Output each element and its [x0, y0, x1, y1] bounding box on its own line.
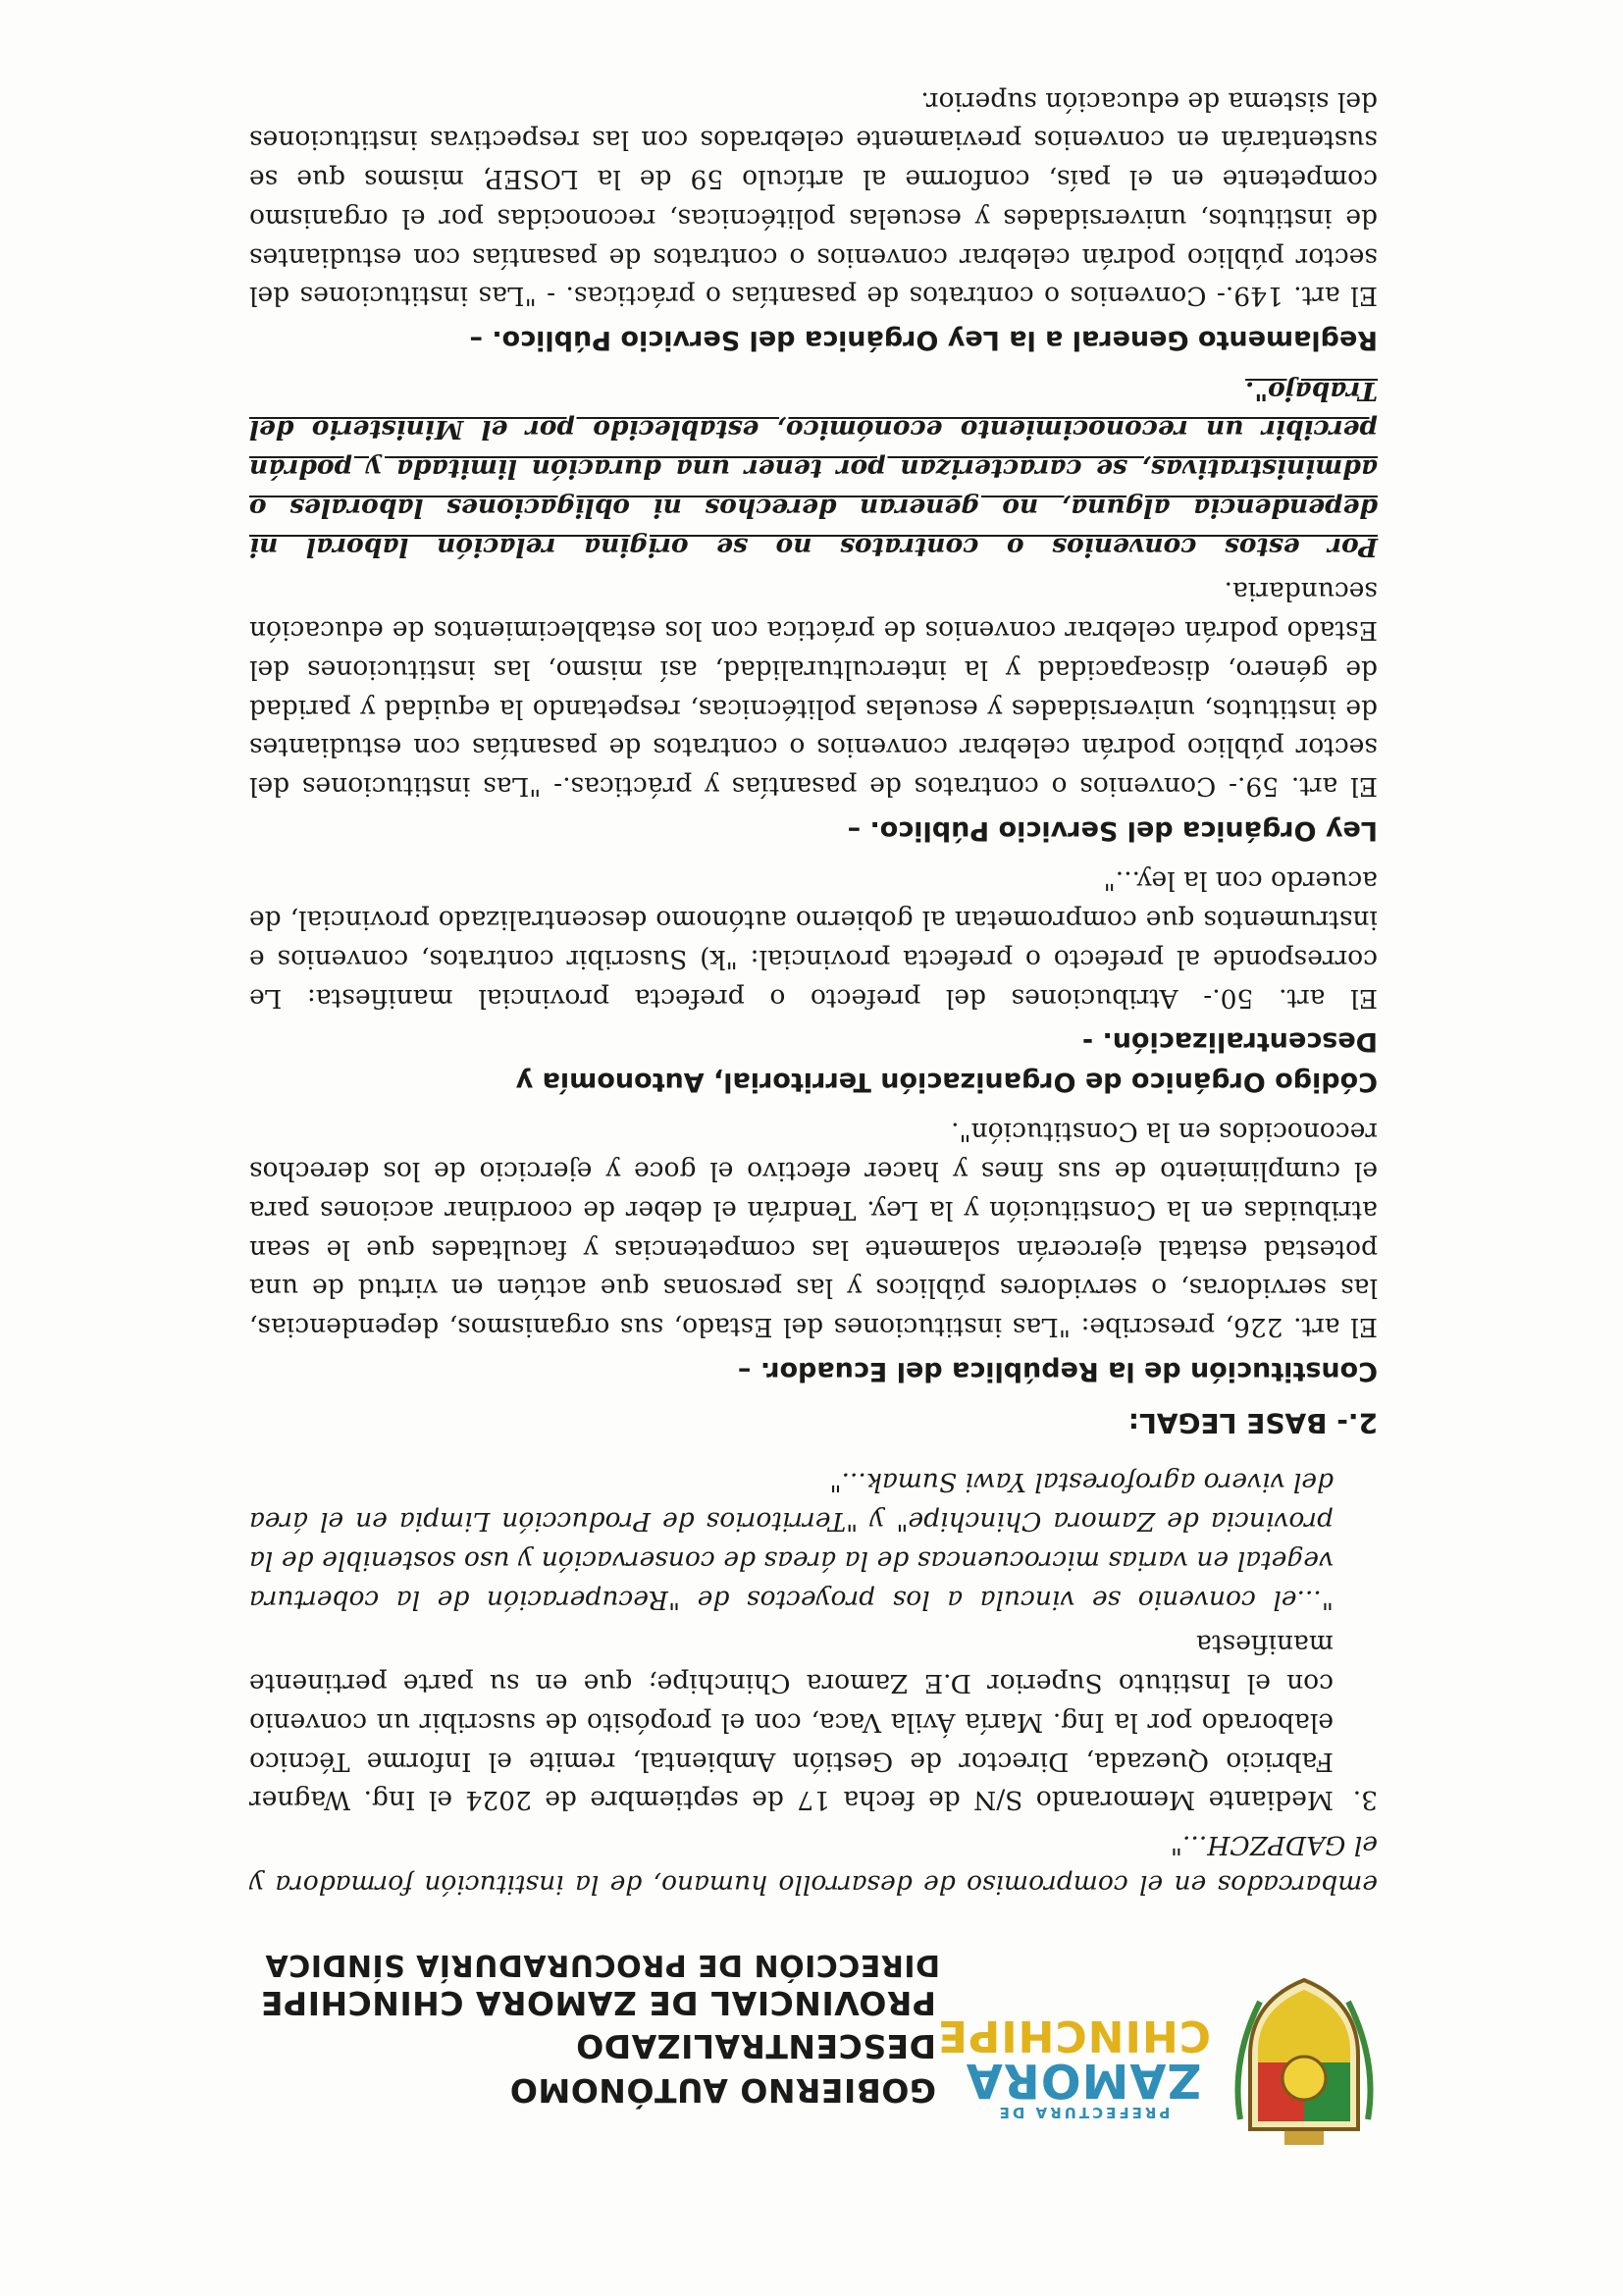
- brand-logo: [936, 2010, 1211, 2121]
- losep-title: Ley Orgánica del Servicio Público. –: [847, 814, 1378, 846]
- constitution-title: Constitución de la República del Ecuador. –: [737, 1355, 1378, 1386]
- provincial-crest-icon: [1230, 1972, 1378, 2149]
- cootad-title: Código Orgánico de Organización Territorial, Autonomía y Descentralización. -: [515, 1026, 1378, 1097]
- department-title: DIRECCIÓN DE PROCURADURÍA SÍNDICA: [265, 1948, 940, 1982]
- reglamento-title: Reglamento General a la Ley Orgánica del Servicio Público. –: [469, 325, 1378, 355]
- article-59: El art. 59.- Convenios o contratos de pasantías y prácticas.- "Las instituciones del sector público podrán celebrar convenios o contratos de pasantías con estudiantes de institutos, universidades y escuelas politécnicas, respetando la equidad y paridad de género, discapacidad y la interculturalidad, así mismo, las instituciones del Estado podrán celebrar convenios de práctica con los establecimientos de educación secundaria.: [249, 576, 1378, 803]
- article-226: El art. 226, prescribe: "Las instituciones del Estado, sus organismos, dependencias, las servidoras, o servidores públicos y las personas que actúen en virtud de una potestad estatal ejercerán solamente las competencias y facultades que le sean atribuidas en la Constitución y la Ley. Tendrán el deber de coordinar acciones para el cumplimiento de sus fines y hacer efectivo el goce y ejercicio de los derechos reconocidos en la Constitución".: [249, 1117, 1378, 1343]
- org-line-1: GOBIERNO AUTÓNOMO DESCENTRALIZADO: [509, 2027, 936, 2110]
- article-59-underlined: Por estos convenios o contratos no se origina relación laboral ni dependencia alguna, no generan derechos ni obligaciones laborales o administrativas, se caracterizan por tener una duración limitada y podrán percibir un reconocimiento económico, establecido por el Ministerio del Trabajo".: [249, 375, 1378, 562]
- item-3-text: Mediante Memorando S/N de fecha 17 de septiembre de 2024 el Ing. Wagner Fabricio Quezada, Director de Gestión Ambiental, remite el Informe Técnico elaborado por la Ing. María Ávila Vaca, con el propósito de suscribir un convenio con el Instituto Superior D.E Zamora Chinchipe; que en su parte pertinente manifiesta: [249, 1629, 1334, 1816]
- document-body: [249, 76, 1378, 1904]
- brand-line-2: CHINCHIPE: [936, 2010, 1211, 2061]
- intro-quote: embarcados en el compromiso de desarrollo humano, de la institución formadora y el GADPZCH...": [249, 1830, 1378, 1900]
- org-line-2: PROVINCIAL DE ZAMORA CHINCHIPE: [260, 1983, 936, 2022]
- letterhead: [249, 1923, 1378, 2149]
- item-3-quote: "...el convenio se vincula a los proyectos de "Recuperación de la cobertura vegetal en varias microcuencas de la áreas de conservación y uso sostenible de la provincia de Zamora Chinchipe" y "Territorios de Producción Limpia en el área del vivero agroforestal Yawi Sumak...": [249, 1467, 1334, 1615]
- item-3-number: 3.: [1352, 1785, 1378, 1816]
- organization-name: [230, 1980, 936, 2112]
- article-50: El art. 50.- Atribuciones del prefecto o prefecta provincial manifiesta: Le corresponde al prefecto o prefecta provincial: "k) Suscribir contratos, convenios e instrumentos que comprometan al gobierno autónomo descentralizado provincial, de acuerdo con la ley...": [249, 865, 1378, 1014]
- item-3: [249, 1457, 1378, 1820]
- brand-line-1: ZAMORA: [965, 2053, 1202, 2108]
- section-2-title: 2.- BASE LEGAL:: [1127, 1406, 1378, 1439]
- article-149: El art. 149.- Convenios o contratos de pasantías o prácticas. - "Las instituciones del sector público podrán celebrar convenios o contratos de pasantías con estudiantes de institutos, universidades y escuelas politécnicas, reconocidas por el organismo competente en el país, conforme al artículo 59 de la LOSEP, mismos que se sustentarán en convenios previamente celebrados con las respectivas instituciones del sistema de educación superior.: [249, 85, 1378, 312]
- brand-prefix: PREFECTURA DE: [996, 2104, 1171, 2121]
